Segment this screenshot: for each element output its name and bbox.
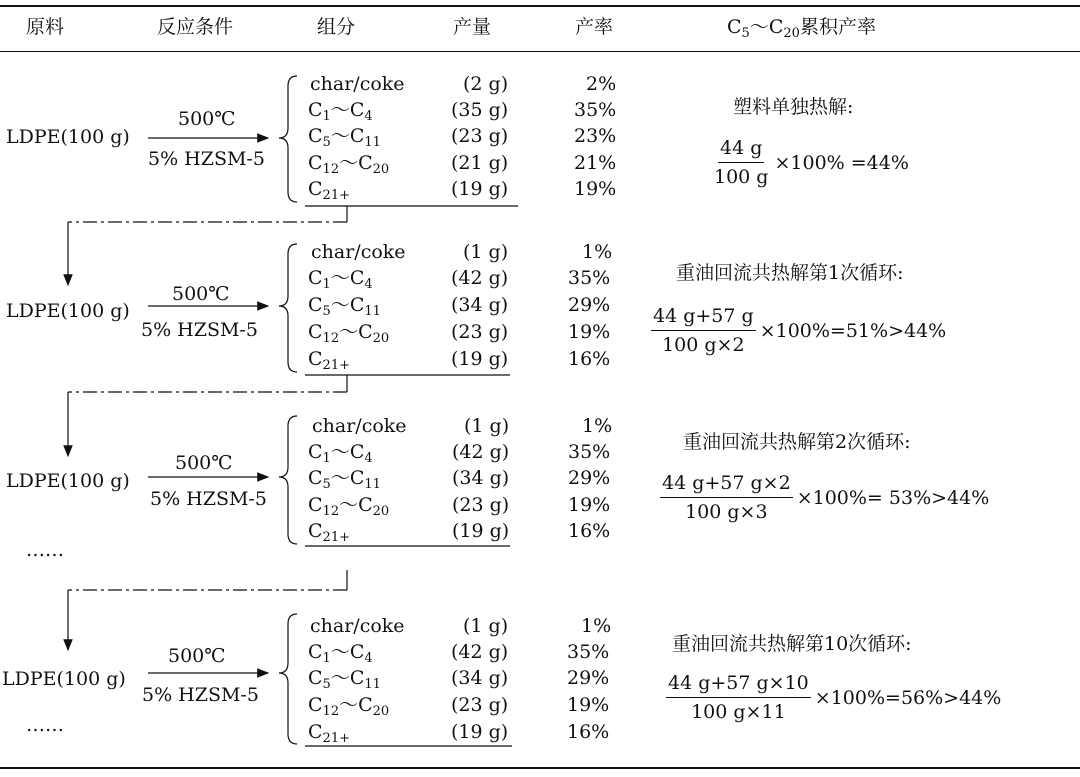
rate-char: 1%: [582, 241, 613, 263]
feed-label: LDPE(100 g): [2, 668, 126, 690]
component-c12-c20: $C_{12}\sim C_{20}$: [308, 694, 390, 719]
yield-c21plus: (19 g): [451, 348, 509, 370]
brace: [279, 244, 297, 372]
yield-c12-c20: (23 g): [451, 694, 509, 716]
rate-c12-c20: 21%: [574, 152, 617, 174]
yield-char: (1 g): [464, 415, 510, 437]
header-yield: 产量: [453, 16, 492, 38]
rate-c21plus: 16%: [567, 721, 610, 743]
rate-c21plus: 19%: [574, 178, 617, 200]
component-c5-c11: $C_5\sim C_{11}$: [308, 467, 381, 492]
yield-c1-c4: (42 g): [451, 267, 509, 289]
catalyst-label: 5% HZSM-5: [150, 488, 267, 510]
component-c5-c11: $C_5\sim C_{11}$: [308, 125, 381, 150]
yield-c5-c11: (34 g): [452, 467, 510, 489]
catalyst-label: 5% HZSM-5: [141, 319, 258, 341]
brace: [279, 76, 297, 202]
rate-c21plus: 16%: [568, 520, 611, 542]
feed-label: LDPE(100 g): [6, 126, 130, 148]
calc-title: 塑料单独热解:: [733, 96, 854, 118]
component-char: char/coke: [310, 615, 405, 637]
rate-char: 1%: [582, 415, 613, 437]
rate-c12-c20: 19%: [567, 694, 610, 716]
feed-label: LDPE(100 g): [6, 300, 130, 322]
component-c1-c4: $C_1\sim C_4$: [308, 441, 373, 466]
yield-c21plus: (19 g): [451, 721, 509, 743]
brace: [279, 614, 297, 744]
component-c21plus: $C_{21+}$: [308, 178, 350, 203]
catalyst-label: 5% HZSM-5: [148, 148, 265, 170]
component-c1-c4: $C_1\sim C_4$: [308, 641, 373, 666]
rate-c1-c4: 35%: [574, 99, 617, 121]
header-condition: 反应条件: [157, 16, 234, 38]
yield-c21plus: (19 g): [451, 178, 509, 200]
header-cumulative: $C_5\sim C_{20}$累积产率: [727, 16, 876, 41]
component-c5-c11: $C_5\sim C_{11}$: [308, 667, 381, 692]
reaction-temperature: 500℃: [175, 452, 233, 474]
ellipsis: ……: [26, 714, 64, 736]
rate-c5-c11: 29%: [567, 667, 610, 689]
calc-title: 重油回流共热解第1次循环:: [676, 262, 904, 284]
component-c21plus: $C_{21+}$: [308, 348, 350, 373]
component-char: char/coke: [312, 415, 407, 437]
calc-title: 重油回流共热解第2次循环:: [683, 431, 911, 453]
yield-c12-c20: (23 g): [451, 321, 509, 343]
rate-c5-c11: 23%: [574, 125, 617, 147]
rate-c1-c4: 35%: [568, 267, 611, 289]
yield-char: (2 g): [463, 73, 509, 95]
component-c1-c4: $C_1\sim C_4$: [308, 99, 373, 124]
component-c12-c20: $C_{12}\sim C_{20}$: [308, 152, 390, 177]
brace: [279, 416, 297, 544]
yield-c1-c4: (42 g): [452, 441, 510, 463]
rate-c5-c11: 29%: [568, 294, 611, 316]
component-c21plus: $C_{21+}$: [308, 520, 350, 545]
header-component: 组分: [317, 16, 356, 38]
calc-title: 重油回流共热解第10次循环:: [672, 633, 912, 655]
calc-formula: $\frac{44 g}{100 g}$ ×100% =44%: [714, 137, 909, 188]
rate-c12-c20: 19%: [568, 494, 611, 516]
ellipsis: ……: [26, 539, 64, 561]
yield-c1-c4: (35 g): [451, 99, 509, 121]
rate-c12-c20: 19%: [568, 321, 611, 343]
rate-char: 1%: [581, 615, 612, 637]
reaction-temperature: 500℃: [178, 108, 236, 130]
yield-c12-c20: (23 g): [452, 494, 510, 516]
yield-c5-c11: (34 g): [451, 294, 509, 316]
rate-c1-c4: 35%: [567, 641, 610, 663]
component-char: char/coke: [311, 241, 406, 263]
yield-c12-c20: (21 g): [451, 152, 509, 174]
yield-char: (1 g): [463, 615, 509, 637]
rate-c21plus: 16%: [568, 348, 611, 370]
rate-char: 2%: [586, 73, 617, 95]
header-rate: 产率: [575, 16, 614, 38]
catalyst-label: 5% HZSM-5: [142, 684, 259, 706]
calc-formula: $\frac{44 g+57 g\times 2}{100 g\times 3}$ ×100%= 53%>44%: [662, 472, 990, 523]
component-c1-c4: $C_1\sim C_4$: [308, 267, 373, 292]
yield-c21plus: (19 g): [452, 520, 510, 542]
component-c12-c20: $C_{12}\sim C_{20}$: [308, 494, 390, 519]
yield-c1-c4: (42 g): [451, 641, 509, 663]
rate-c5-c11: 29%: [568, 467, 611, 489]
feed-label: LDPE(100 g): [6, 470, 130, 492]
yield-char: (1 g): [463, 241, 509, 263]
rate-c1-c4: 35%: [568, 441, 611, 463]
reaction-temperature: 500℃: [172, 283, 230, 305]
yield-c5-c11: (23 g): [451, 125, 509, 147]
yield-c5-c11: (34 g): [451, 667, 509, 689]
component-c12-c20: $C_{12}\sim C_{20}$: [308, 321, 390, 346]
calc-formula: $\frac{44 g+57 g}{100 g\times 2}$ ×100%=51%>44%: [653, 305, 947, 356]
component-char: char/coke: [310, 73, 405, 95]
component-c21plus: $C_{21+}$: [308, 721, 350, 746]
component-c5-c11: $C_5\sim C_{11}$: [308, 294, 381, 319]
calc-formula: $\frac{44 g+57 g\times 10}{100 g\times 11}$ ×100%=56%>44%: [668, 672, 1002, 723]
reaction-temperature: 500℃: [168, 645, 226, 667]
header-material: 原料: [26, 16, 65, 38]
